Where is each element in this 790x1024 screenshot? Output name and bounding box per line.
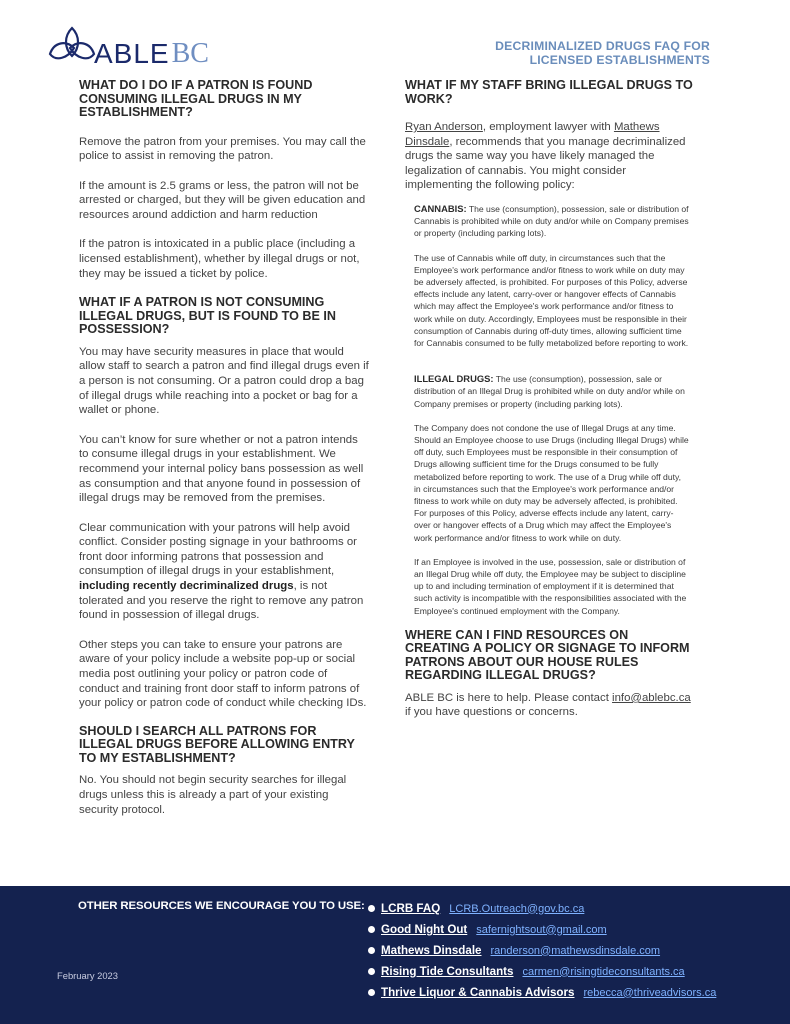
paragraph: You may have security measures in place that would allow staff to search a patron and find illegal drugs even if a person is not consuming. Or a patron could drop a bag of illegal drugs while reaching into a pocket or bag for a wallet or phone. [79, 345, 369, 417]
ryan-anderson-link[interactable]: Ryan Anderson [405, 121, 483, 133]
logo-bc-text: BC [171, 38, 209, 69]
resource-email-rising-tide[interactable]: carmen@risingtideconsultants.ca [522, 965, 685, 978]
section-heading-possession: WHAT IF A PATRON IS NOT CONSUMING ILLEGAL DRUGS, BUT IS FOUND TO BE IN POSSESSION? [79, 295, 337, 337]
resource-item [368, 898, 716, 919]
text-run: The use (consumption), possession, sale or distribution of an Illegal Drug is prohibited while on duty and/or while on Company premises or property (including parking lots). [414, 374, 685, 409]
paragraph: Remove the patron from your premises. You may call the police to assist in removing the patron. [79, 135, 366, 163]
resource-link-rising-tide[interactable]: Rising Tide Consultants [381, 965, 514, 978]
footer-date: February 2023 [57, 970, 118, 981]
paragraph: If the patron is intoxicated in a public place (including a licensed establishment), whether by illegal drugs or not, they may be issued a ticket by police. [79, 238, 360, 280]
bullet-icon [368, 989, 375, 996]
policy-label-cannabis: CANNABIS: [414, 202, 467, 214]
text-run: The use (consumption), possession, sale or distribution of Cannabis is prohibited while on duty and/or while on Company premises or property (including parking lots). [414, 203, 689, 239]
paragraph [405, 691, 695, 720]
resource-email-mathews-dinsdale[interactable]: randerson@mathewsdinsdale.com [490, 944, 661, 957]
resource-link-lcrb-faq[interactable]: LCRB FAQ [381, 902, 441, 915]
info-email-link[interactable]: info@ablebc.ca [612, 691, 691, 704]
logo-knot-icon [46, 24, 98, 68]
resource-email-thrive[interactable]: rebecca@thriveadvisors.ca [583, 986, 717, 999]
paragraph [79, 521, 369, 623]
text-run: ABLE BC is here to help. Please contact [405, 691, 613, 704]
logo-able-text: ABLE [94, 38, 170, 69]
text-run: , is not tolerated and you reserve the right to remove any patron found in possession of illegal drugs. [79, 580, 364, 622]
mathews-dinsdale-link[interactable]: Mathews Dinsdale [405, 121, 660, 148]
resource-item [368, 919, 716, 940]
resource-item [368, 982, 716, 1003]
footer-heading: OTHER RESOURCES WE ENCOURAGE YOU TO USE: [78, 900, 365, 912]
resource-email-lcrb[interactable]: LCRB.Outreach@gov.bc.ca [449, 902, 585, 915]
section-heading-resources: WHERE CAN I FIND RESOURCES ON CREATING A POLICY OR SIGNAGE TO INFORM PATRONS ABOUT OUR HOUSE RULES REGARDING ILLEGAL DRUGS? [405, 627, 690, 683]
paragraph: Other steps you can take to ensure your patrons are aware of your policy include a website pop-up or social media post outlining your policy or patron code of conduct and training front door staff to inform patrons of your policy or patron code of conduct while checking IDs. [79, 638, 367, 710]
section-heading-consuming: WHAT DO I DO IF A PATRON IS FOUND CONSUMING ILLEGAL DRUGS IN MY ESTABLISHMENT? [79, 78, 313, 119]
document-title [495, 39, 710, 67]
text-run: , employment lawyer with [482, 121, 614, 133]
text-run: if you have questions or concerns. [405, 706, 578, 719]
policy-paragraph [414, 203, 690, 240]
resource-link-good-night-out[interactable]: Good Night Out [381, 923, 468, 936]
bullet-icon [368, 905, 375, 912]
resource-link-thrive[interactable]: Thrive Liquor & Cannabis Advisors [381, 986, 575, 999]
right-column [405, 79, 695, 720]
section-heading-staff: WHAT IF MY STAFF BRING ILLEGAL DRUGS TO WORK? [405, 78, 693, 106]
paragraph: You can’t know for sure whether or not a patron intends to consume illegal drugs in your establishment. We recommend your internal policy bans possession as well as consumption and that anyone found in possession of illegal drugs may be removed from the premises. [79, 433, 364, 505]
bold-text: including recently decriminalized drugs [79, 580, 294, 593]
text-run: , recommends that you manage decriminalized drugs the same way you have likely managed the legalization of cannabis. You might consider implementing the following policy: [405, 135, 686, 192]
policy-paragraph: The use of Cannabis while off duty, in circumstances such that the Employee's work performance and/or fitness to work while on duty may be adversely affected, is prohibited. For purposes of this Policy, adverse effects include any latent, carry-over or hangover effects of Cannabis which may affect the Employee's work performance and/or fitness to work while on duty. Accordingly, Employees must be responsible in their consumption of Cannabis during off-duty times, allowing sufficient time for Cannabis consumed to be fully metabolized before reporting to work. [414, 252, 689, 348]
document-title-line1: DECRIMINALIZED DRUGS FAQ FOR [495, 39, 710, 53]
policy-paragraph: If an Employee is involved in the use, possession, sale or distribution of an Illegal Drug while off duty, the Employee may be subject to discipline up to and including termination of employment if it is determined that such activity is incompatible with the responsibilities associated with the Employee's continued employment with the Company. [414, 556, 687, 616]
footer-band [0, 886, 790, 1024]
paragraph: If the amount is 2.5 grams or less, the patron will not be arrested or charged, but they will be given education and resources around addiction and harm reduction [79, 179, 366, 221]
section-heading-search: SHOULD I SEARCH ALL PATRONS FOR ILLEGAL DRUGS BEFORE ALLOWING ENTRY TO MY ESTABLISHMENT? [79, 723, 355, 765]
resource-item [368, 940, 716, 961]
policy-paragraph: The Company does not condone the use of Illegal Drugs at any time. Should an Employee choose to use Drugs (including Illegal Drugs) while off duty, such Employees must be responsible in their consumption of Drugs allowing sufficient time for the Drugs consumed to be fully metabolized before reporting to work. The use of a Drug while off duty, in circumstances such that the Employee's work performance and/or fitness to work while on duty may be adversely affected, is prohibited. For purposes of this Policy, adverse effects include any latent, carry-over or hangover effects of a Drug which may affect the Employee's work performance and/or fitness to work while on duty. [414, 422, 689, 543]
policy-label-illegal-drugs: ILLEGAL DRUGS: [414, 373, 494, 385]
policy-paragraph [414, 373, 690, 410]
left-column [79, 79, 369, 817]
bullet-icon [368, 947, 375, 954]
paragraph [405, 120, 695, 193]
able-bc-logo [46, 24, 209, 68]
bullet-icon [368, 926, 375, 933]
resource-list [368, 898, 716, 1003]
paragraph: No. You should not begin security searches for illegal drugs unless this is already a part of your existing security protocol. [79, 774, 347, 816]
resource-email-good-night-out[interactable]: safernightsout@gmail.com [476, 923, 607, 936]
resource-item [368, 961, 716, 982]
text-run: Clear communication with your patrons will help avoid conflict. Consider posting signage in your bathrooms or front door informing patrons that possession and consumption of illegal drugs in your establishment, [79, 521, 357, 578]
document-title-line2: LICENSED ESTABLISHMENTS [529, 53, 710, 67]
resource-link-mathews-dinsdale[interactable]: Mathews Dinsdale [381, 944, 482, 957]
policy-excerpt [414, 203, 690, 617]
bullet-icon [368, 968, 375, 975]
